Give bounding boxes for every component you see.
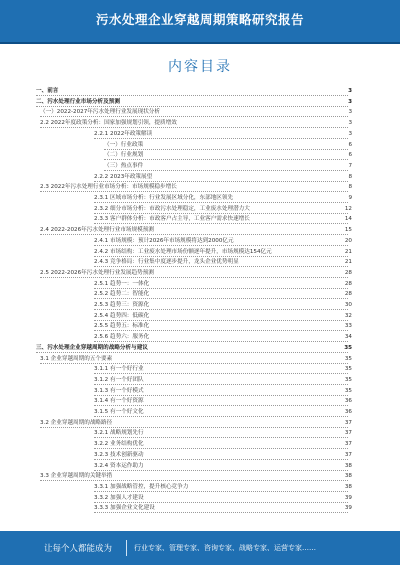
toc-page-number: 6 [348, 152, 352, 159]
toc-entry-title: 2.2 2022年度政策分析：国家加强规划引领，提质增效 [40, 120, 177, 127]
toc-entry[interactable] [0, 119, 400, 127]
toc-entry-title: 三、污水处理企业穿越周期的战略分析与建议 [36, 344, 148, 351]
toc-page-number: 28 [344, 280, 352, 287]
toc-entry[interactable] [0, 397, 400, 405]
toc-entry[interactable] [0, 141, 400, 149]
toc-heading: 内容目录 [168, 59, 232, 75]
toc-page-number: 15 [344, 227, 352, 234]
toc-page-number: 32 [344, 312, 352, 319]
toc-entry-title: 3.3.2 加强人才建设 [94, 494, 144, 501]
toc-entry-title: （一）2022-2027年污水处理行业发展现状分析 [40, 109, 160, 116]
toc-entry[interactable] [0, 194, 400, 202]
toc-entry[interactable] [0, 494, 400, 502]
toc-entry[interactable] [0, 312, 400, 320]
toc-page-number: 21 [344, 259, 352, 266]
toc-page-number: 35 [344, 366, 352, 373]
toc-page-number: 21 [344, 248, 352, 255]
toc-entry[interactable] [0, 108, 400, 116]
toc-page-number: 3 [348, 130, 352, 137]
toc-entry-title: 3.1.1 有一个好行业 [94, 366, 144, 373]
toc-entry-title: 2.3.3 客户群体分析：市政客户占主导，工业客户需求快速增长 [94, 216, 250, 223]
toc-page-number: 28 [344, 291, 352, 298]
toc-entry-title: 2.5.1 趋势一：一体化 [94, 280, 150, 287]
toc-entry[interactable] [0, 130, 400, 138]
toc-entry[interactable] [0, 173, 400, 181]
toc-page-number: 36 [344, 409, 352, 415]
toc-entry[interactable] [0, 344, 400, 352]
toc-entry-title: （三）热点事件 [104, 162, 144, 169]
toc-entry-title: 3.2.3 技术创新驱动 [94, 451, 144, 458]
toc-page-number: 3 [348, 109, 352, 116]
toc-entry-title: 2.2.1 2022年政策解读 [94, 130, 153, 137]
toc-page-number: 20 [344, 237, 352, 244]
toc-entry-title: 2.3.1 区域市场分析：行业发展区域分化，东部地区领先 [94, 195, 234, 201]
toc-entry[interactable] [0, 162, 400, 170]
toc-entry[interactable] [0, 237, 400, 245]
toc-entry[interactable] [0, 215, 400, 223]
toc-entry[interactable] [0, 333, 400, 341]
toc-entry[interactable] [0, 483, 400, 491]
toc-page-number: 14 [344, 216, 352, 223]
table-of-contents [0, 87, 400, 515]
toc-page-number: 3 [348, 88, 352, 94]
toc-page-number: 37 [344, 430, 352, 437]
toc-entry-title: 3.1.4 有一个好资源 [94, 398, 144, 405]
footer-slogan: 让每个人都能成为 [44, 544, 113, 554]
toc-page-number: 7 [348, 162, 352, 169]
toc-page-number: 37 [344, 451, 352, 458]
toc-page-number: 35 [344, 344, 352, 351]
toc-page-number: 38 [344, 483, 352, 490]
toc-entry[interactable] [0, 258, 400, 266]
toc-entry[interactable] [0, 205, 400, 213]
toc-page-number: 9 [348, 195, 352, 201]
toc-dot-leader [36, 87, 348, 96]
toc-entry[interactable] [0, 451, 400, 459]
toc-entry[interactable] [0, 301, 400, 309]
toc-entry[interactable] [0, 387, 400, 395]
toc-entry-title: 2.4.3 竞争格局：行业集中度逐步提升，龙头企业优势明显 [94, 259, 239, 266]
toc-entry[interactable] [0, 365, 400, 373]
footer-tagline: 行业专家、管理专家、咨询专家、战略专家、运营专家…… [134, 544, 316, 552]
report-title: 污水处理企业穿越周期策略研究报告 [95, 12, 304, 27]
toc-page-number: 38 [344, 473, 352, 480]
toc-entry-title: 2.4.1 市场规模：预计2026年市场规模将达到2000亿元 [94, 237, 234, 244]
toc-entry-title: 2.3 2022年污水处理行业市场分析：市场规模稳步增长 [40, 184, 177, 191]
toc-entry-title: 3.1.3 有一个好模式 [94, 387, 144, 394]
toc-entry-title: 2.4.2 市场结构：工业废水处理市场份额逐年提升，市场规模达154亿元 [94, 248, 272, 255]
toc-page-number: 39 [344, 505, 352, 512]
toc-entry-title: 2.4 2022-2026年污水处理行业市场规模预测 [40, 227, 154, 234]
toc-entry[interactable] [0, 440, 400, 448]
toc-entry-title: 2.2.2 2023年政策展望 [94, 173, 153, 180]
toc-page-number: 8 [348, 173, 352, 180]
toc-entry-title: 3.1.5 有一个好文化 [94, 409, 144, 415]
toc-page-number: 30 [344, 302, 352, 308]
toc-entry[interactable] [0, 376, 400, 384]
footer-bar [0, 531, 400, 565]
toc-page-number: 35 [344, 355, 352, 362]
footer-divider [126, 540, 127, 556]
toc-entry-title: 3.2.2 业务结构优化 [94, 441, 144, 448]
toc-page-number: 8 [348, 184, 352, 191]
toc-page-number: 36 [344, 398, 352, 405]
toc-page-number: 3 [348, 98, 352, 105]
toc-entry-title: 2.5.3 趋势三：资源化 [94, 302, 150, 308]
toc-entry[interactable] [0, 408, 400, 416]
toc-entry-title: 3.2 企业穿越周期的战略路径 [40, 419, 113, 426]
toc-entry-title: 一、前言 [36, 88, 59, 94]
toc-entry-title: 3.3 企业穿越周期的关键举措 [40, 473, 113, 480]
toc-page-number: 33 [344, 323, 352, 330]
toc-page-number: 12 [344, 205, 352, 212]
toc-page-number: 38 [344, 462, 352, 469]
toc-entry[interactable] [0, 355, 400, 363]
header-divider [0, 42, 400, 44]
toc-entry-title: 2.5 2022-2026年污水处理行业发展趋势预测 [40, 269, 154, 276]
toc-page-number: 35 [344, 387, 352, 394]
toc-entry-title: 二、污水处理行业市场分析及预测 [36, 98, 120, 105]
header-bar [0, 0, 400, 42]
toc-entry-title: 3.1.2 有一个好团队 [94, 376, 144, 383]
toc-entry-title: 2.5.4 趋势四：低碳化 [94, 312, 150, 319]
toc-entry-title: （二）行业规划 [104, 152, 144, 159]
toc-entry[interactable] [0, 290, 400, 298]
toc-entry[interactable] [0, 419, 400, 427]
toc-entry[interactable] [0, 280, 400, 288]
toc-entry[interactable] [0, 462, 400, 470]
toc-entry[interactable] [0, 504, 400, 512]
toc-page-number: 37 [344, 441, 352, 448]
toc-entry-title: 2.5.2 趋势二：智能化 [94, 291, 150, 298]
toc-entry-title: 3.2.4 资本运作助力 [94, 462, 144, 469]
toc-entry[interactable] [0, 98, 400, 106]
toc-entry-title: 3.3.3 加强企业文化建设 [94, 505, 155, 512]
toc-entry[interactable] [0, 183, 400, 191]
toc-entry-title: （一）行业政策 [104, 141, 144, 148]
toc-entry[interactable] [0, 248, 400, 256]
toc-page-number: 34 [344, 334, 352, 341]
toc-entry-title: 2.3.2 细分市场分析：市政污水处理稳定，工业废水处理潜力大 [94, 205, 250, 212]
toc-entry-title: 2.5.5 趋势五：标准化 [94, 323, 150, 330]
toc-page-number: 35 [344, 376, 352, 383]
toc-entry-title: 2.5.6 趋势六：服务化 [94, 334, 150, 341]
toc-page-number: 39 [344, 494, 352, 501]
toc-entry[interactable] [0, 151, 400, 159]
toc-entry[interactable] [0, 87, 400, 95]
toc-page-number: 28 [344, 269, 352, 276]
toc-entry[interactable] [0, 269, 400, 277]
toc-entry[interactable] [0, 226, 400, 234]
toc-page-number: 37 [344, 419, 352, 426]
toc-entry-title: 3.1 企业穿越周期的五个要素 [40, 355, 113, 362]
toc-entry[interactable] [0, 472, 400, 480]
toc-entry-title: 3.2.1 战略规划先行 [94, 430, 144, 437]
toc-page-number: 3 [348, 120, 352, 127]
toc-entry[interactable] [0, 429, 400, 437]
toc-entry-title: 3.3.1 加强战略管控，提升核心竞争力 [94, 483, 189, 490]
toc-entry[interactable] [0, 322, 400, 330]
toc-page-number: 6 [348, 141, 352, 148]
